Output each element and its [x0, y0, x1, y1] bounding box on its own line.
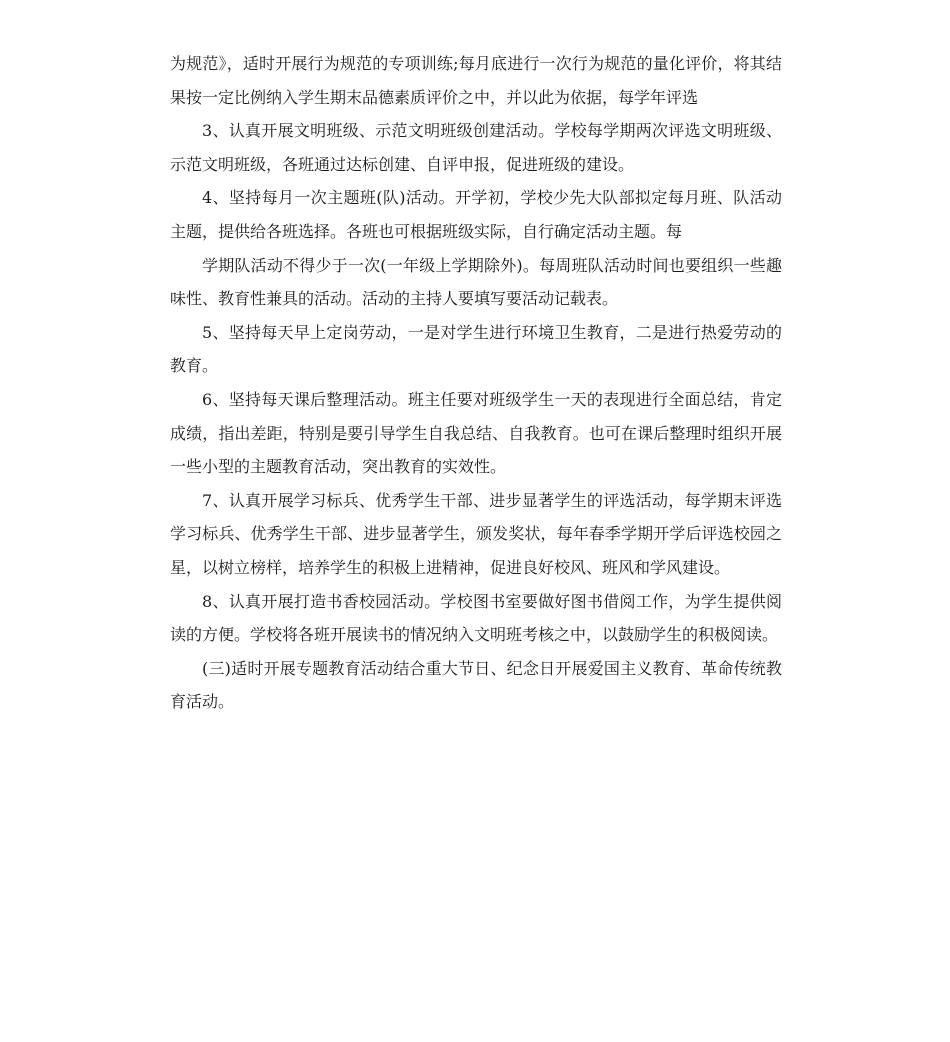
paragraph-item-5: 5、坚持每天早上定岗劳动，一是对学生进行环境卫生教育，二是进行热爱劳动的教育。 [170, 322, 782, 376]
paragraph-item-4-continued: 学期队活动不得少于一次(一年级上学期除外)。每周班队活动时间也要组织一些趣味性、教育性兼具的活动。活动的主持人要填写要活动记载表。 [170, 255, 782, 309]
paragraph-item-6: 6、坚持每天课后整理活动。班主任要对班级学生一天的表现进行全面总结，肯定成绩，指出差距，特别是要引导学生自我总结、自我教育。也可在课后整理时组织开展一些小型的主题教育活动，突出教育的实效性。 [170, 389, 782, 477]
paragraph-item-3: 3、认真开展文明班级、示范文明班级创建活动。学校每学期两次评选文明班级、示范文明班级，各班通过达标创建、自评申报，促进班级的建设。 [170, 121, 782, 174]
paragraph-continuation: 为规范》，适时开展行为规范的专项训练;每月底进行一次行为规范的量化评价，将其结果按一定比例纳入学生期末品德素质评价之中，并以此为依据，每学年评选 [170, 54, 782, 107]
paragraph-item-4: 4、坚持每月一次主题班(队)活动。开学初，学校少先大队部拟定每月班、队活动主题，提供给各班选择。各班也可根据班级实际，自行确定活动主题。每 [170, 188, 782, 241]
document-body [170, 47, 782, 719]
paragraph-item-7: 7、认真开展学习标兵、优秀学生干部、进步显著学生的评选活动，每学期末评选学习标兵、优秀学生干部、进步显著学生，颁发奖状，每年春季学期开学后评选校园之星，以树立榜样，培养学生的积极上进精神，促进良好校风、班风和学风建设。 [170, 490, 782, 577]
paragraph-section-3: (三)适时开展专题教育活动结合重大节日、纪念日开展爱国主义教育、革命传统教育活动。 [170, 658, 782, 712]
paragraph-item-8: 8、认真开展打造书香校园活动。学校图书室要做好图书借阅工作，为学生提供阅读的方便。学校将各班开展读书的情况纳入文明班考核之中，以鼓励学生的积极阅读。 [170, 591, 782, 645]
